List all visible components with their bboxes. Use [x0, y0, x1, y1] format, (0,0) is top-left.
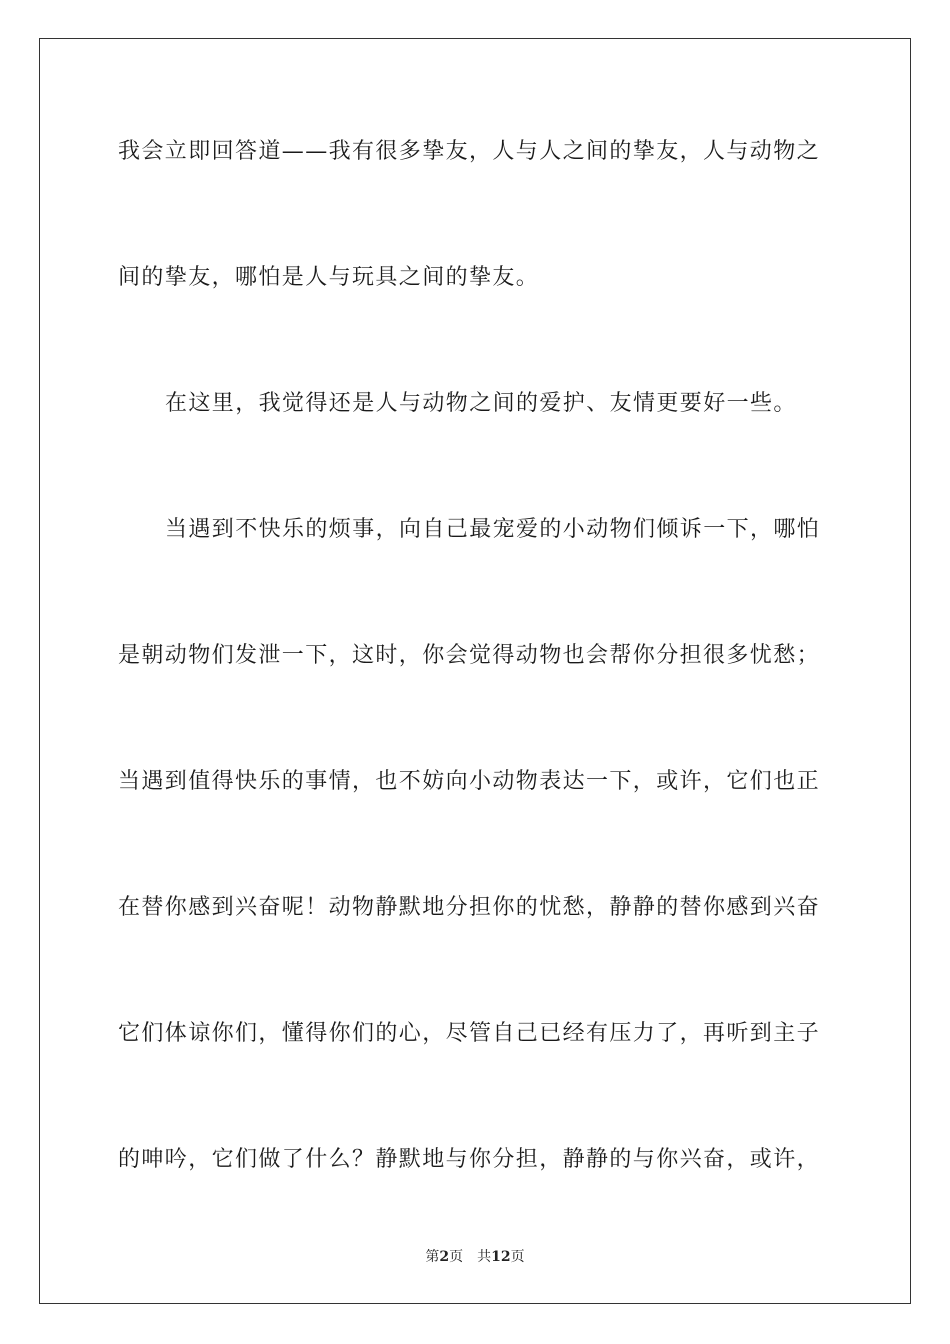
text-line-7: 在替你感到兴奋呢！动物静默地分担你的忧愁，静静的替你感到兴奋 [118, 895, 821, 920]
line-spacer [118, 439, 834, 502]
total-unit: 页 [510, 1249, 525, 1265]
text-line-2: 间的挚友，哪怕是人与玩具之间的挚友。 [118, 265, 540, 290]
text-line-8: 它们体谅你们，懂得你们的心，尽管自己已经有压力了，再听到主子 [118, 1021, 821, 1046]
document-body [118, 124, 834, 1195]
text-line-4: 当遇到不快乐的烦事，向自己最宠爱的小动物们倾诉一下，哪怕 [165, 517, 821, 542]
page-unit: 页 [449, 1249, 464, 1265]
line-spacer [118, 691, 834, 754]
line-spacer [118, 943, 834, 1006]
line-spacer [118, 817, 834, 880]
text-line-6: 当遇到值得快乐的事情，也不妨向小动物表达一下，或许，它们也正 [118, 769, 821, 794]
text-line-9: 的呻吟，它们做了什么？静默地与你分担，静静的与你兴奋，或许， [118, 1147, 821, 1172]
page-total: 12 [491, 1249, 511, 1265]
line-spacer [118, 565, 834, 628]
line-spacer [118, 187, 834, 250]
page-footer [0, 1246, 950, 1266]
text-line-3: 在这里，我觉得还是人与动物之间的爱护、友情更要好一些。 [165, 391, 797, 416]
total-prefix: 共 [477, 1249, 492, 1265]
text-line-5: 是朝动物们发泄一下，这时，你会觉得动物也会帮你分担很多忧愁； [118, 643, 821, 668]
page-current: 2 [439, 1249, 450, 1265]
line-spacer [118, 313, 834, 376]
text-line-1: 我会立即回答道——我有很多挚友，人与人之间的挚友，人与动物之 [118, 139, 821, 164]
line-spacer [118, 1069, 834, 1132]
page-prefix: 第 [425, 1249, 440, 1265]
